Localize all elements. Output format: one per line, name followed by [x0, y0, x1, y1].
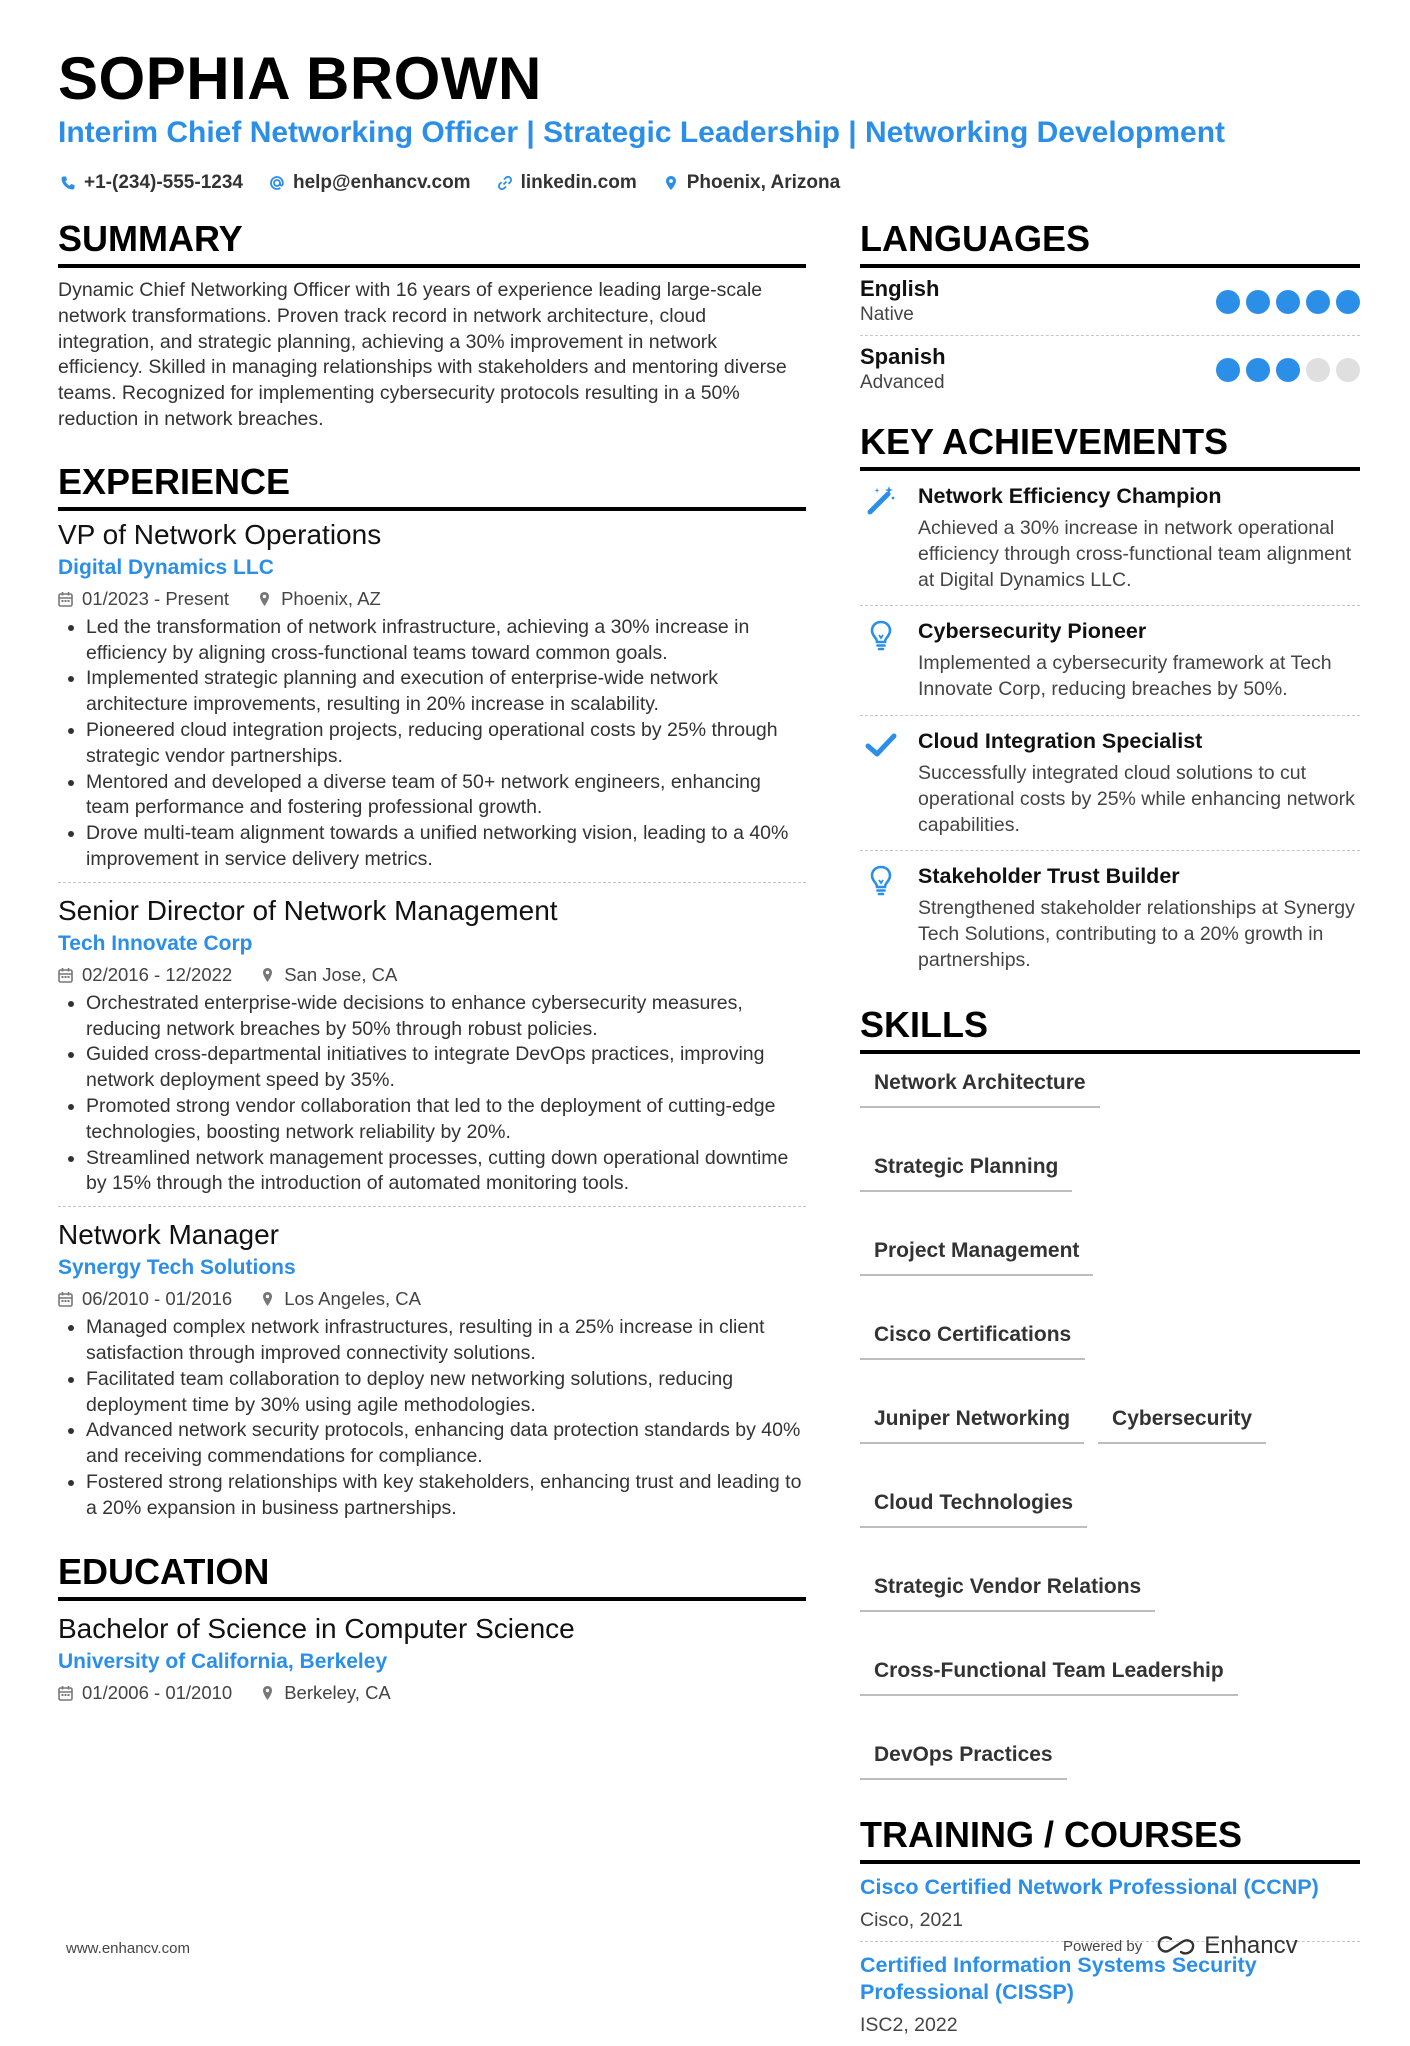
language-name: English: [860, 276, 940, 301]
skill-tag: Cross-Functional Team Leadership: [860, 1656, 1238, 1696]
education-dates-text: 01/2006 - 01/2010: [82, 1681, 233, 1703]
education-location-text: Berkeley, CA: [284, 1681, 391, 1703]
language-item: [860, 335, 1360, 403]
skill-tag: Cybersecurity: [1098, 1404, 1266, 1444]
job-dates: [58, 1285, 232, 1313]
powered-by-label: Powered by: [1063, 1937, 1143, 1955]
rating-dot-empty: [1336, 358, 1360, 382]
achievements-title: KEY ACHIEVEMENTS: [860, 421, 1360, 471]
rating-dot-filled: [1276, 358, 1300, 382]
job-bullet: • Advanced network security protocols, enhancing data protection standards by 40% and receiving commendations for compliance.: [86, 1418, 806, 1470]
job-bullet: • Promoted strong vendor collaboration that led to the deployment of cutting-edge technologies, boosting network reliability by 20%.: [86, 1094, 806, 1146]
language-level: Advanced: [860, 372, 945, 393]
rating-dot-filled: [1306, 290, 1330, 314]
training-title: TRAINING / COURSES: [860, 1814, 1360, 1864]
map-pin-icon: [260, 1685, 275, 1701]
job-bullet: • Led the transformation of network infrastructure, achieving a 30% increase in efficiency by aligning cross-functional teams toward common goals.: [86, 615, 806, 667]
enhancv-logo-icon: [1156, 1935, 1196, 1957]
job-meta: [58, 1285, 806, 1313]
job-title: VP of Network Operations: [58, 518, 382, 550]
job-dates: [58, 585, 229, 613]
left-column: [58, 218, 806, 1707]
experience-title: EXPERIENCE: [58, 461, 806, 511]
language-name: Spanish: [860, 344, 946, 369]
achievement-title: Stakeholder Trust Builder: [918, 864, 1180, 889]
education-dates: [58, 1679, 232, 1707]
language-rating: [1216, 358, 1360, 382]
course-provider: Cisco, 2021: [860, 1908, 963, 1931]
training-section: [860, 1814, 1360, 2046]
job-entry: [58, 517, 806, 882]
school-name: University of California, Berkeley: [58, 1649, 388, 1673]
skills-section: [860, 1004, 1360, 1780]
contact-row: [60, 170, 840, 196]
education-meta: [58, 1679, 806, 1707]
contact-location: [663, 170, 840, 196]
right-column: [860, 218, 1360, 2046]
checkmark-icon: [865, 729, 897, 761]
map-pin-icon: [260, 967, 275, 983]
summary-section: [58, 218, 806, 433]
contact-email[interactable]: [269, 170, 471, 196]
job-meta: [58, 961, 806, 989]
job-bullet: • Streamlined network management processes, cutting down operational downtime by 15% through the introduction of automated monitoring tools.: [86, 1146, 806, 1198]
skills-title: SKILLS: [860, 1004, 1360, 1054]
job-bullet: • Pioneered cloud integration projects, reducing operational costs by 25% through strategic vendor partnerships.: [86, 718, 806, 770]
job-bullet: • Guided cross-departmental initiatives to integrate DevOps practices, improving network deployment speed by 35%.: [86, 1042, 806, 1094]
map-pin-icon: [260, 1291, 275, 1307]
rating-dot-filled: [1336, 290, 1360, 314]
job-location-text: Los Angeles, CA: [284, 1288, 421, 1310]
course-title: Cisco Certified Network Professional (CCNP): [860, 1874, 1319, 1899]
job-location: [257, 585, 381, 613]
job-bullet: • Drove multi-team alignment towards a unified networking vision, leading to a 40% improvement in service delivery metrics.: [86, 821, 806, 873]
job-location: [260, 1285, 421, 1313]
skill-tag: Network Architecture: [860, 1068, 1100, 1108]
degree-title: Bachelor of Science in Computer Science: [58, 1612, 575, 1644]
summary-text: Dynamic Chief Networking Officer with 16 years of experience leading large-scale network transformations. Proven track record in network architecture, cloud integration, and strategic planning, achieving a 30% improvement in network efficiency. Skilled in managing relationships with stakeholders and mentoring diverse teams. Recognized for implementing cybersecurity protocols resulting in a 50% reduction in network breaches.: [58, 279, 787, 430]
job-location-text: San Jose, CA: [284, 963, 398, 985]
achievement-item: [860, 715, 1360, 850]
calendar-icon: [58, 967, 73, 983]
achievement-item: [860, 850, 1360, 985]
achievement-item: [860, 471, 1360, 605]
skill-tag: Cloud Technologies: [860, 1488, 1087, 1528]
achievement-title: Cybersecurity Pioneer: [918, 619, 1147, 644]
achievement-title: Cloud Integration Specialist: [918, 728, 1203, 753]
language-item: [860, 268, 1360, 335]
skill-tag: Cisco Certifications: [860, 1320, 1085, 1360]
calendar-icon: [58, 591, 73, 607]
location-text: Phoenix, Arizona: [686, 172, 841, 193]
phone-text: +1-(234)-555-1234: [84, 172, 243, 193]
job-bullet: • Fostered strong relationships with key stakeholders, enhancing trust and leading to a 20% expansion in business partnerships.: [86, 1470, 806, 1522]
map-pin-icon: [257, 591, 272, 607]
contact-linkedin[interactable]: [497, 170, 637, 196]
achievement-title: Network Efficiency Champion: [918, 484, 1222, 508]
job-company: Digital Dynamics LLC: [58, 555, 274, 579]
contact-phone[interactable]: [60, 170, 243, 196]
job-bullet: • Implemented strategic planning and execution of enterprise-wide network architecture improvements, resulting in 20% increase in scalability.: [86, 666, 806, 718]
lightbulb-icon: [865, 619, 897, 651]
rating-dot-empty: [1306, 358, 1330, 382]
rating-dot-filled: [1246, 358, 1270, 382]
job-bullets: [58, 991, 806, 1197]
language-level: Native: [860, 304, 914, 325]
job-location: [260, 961, 397, 989]
languages-title: LANGUAGES: [860, 218, 1360, 268]
language-rating: [1216, 290, 1360, 314]
skill-tag: Strategic Planning: [860, 1152, 1072, 1192]
job-bullet: • Facilitated team collaboration to deploy new networking solutions, reducing deployment time by 30% using agile methodologies.: [86, 1367, 806, 1419]
achievement-desc: Implemented a cybersecurity framework at Tech Innovate Corp, reducing breaches by 50%.: [918, 652, 1332, 701]
education-title: EDUCATION: [58, 1551, 806, 1601]
skills-list: [860, 1068, 1360, 1780]
link-icon: [497, 175, 513, 191]
languages-section: [860, 218, 1360, 403]
experience-section: [58, 461, 806, 1531]
job-meta: [58, 585, 806, 613]
skill-tag: Juniper Networking: [860, 1404, 1084, 1444]
skill-tag: Strategic Vendor Relations: [860, 1572, 1155, 1612]
job-bullets: [58, 615, 806, 873]
job-dates-text: 06/2010 - 01/2016: [82, 1288, 233, 1310]
rating-dot-filled: [1216, 358, 1240, 382]
job-bullets: [58, 1315, 806, 1521]
rating-dot-filled: [1246, 290, 1270, 314]
course-provider: ISC2, 2022: [860, 2013, 958, 2036]
achievement-desc: Strengthened stakeholder relationships at Synergy Tech Solutions, contributing to a 20% growth in partnerships.: [918, 897, 1355, 971]
job-company: Synergy Tech Solutions: [58, 1256, 296, 1280]
magic-wand-icon: [865, 484, 897, 516]
job-entry: [58, 882, 806, 1206]
lightbulb-icon: [865, 864, 897, 896]
job-dates-text: 01/2023 - Present: [82, 587, 230, 609]
achievement-item: [860, 605, 1360, 715]
education-section: [58, 1551, 806, 1707]
job-title: Network Manager: [58, 1219, 279, 1251]
job-company: Tech Innovate Corp: [58, 931, 253, 955]
job-bullet: • Orchestrated enterprise-wide decisions to enhance cybersecurity measures, reducing network breaches by 50% through robust policies.: [86, 991, 806, 1043]
achievement-desc: Achieved a 30% increase in network operational efficiency through cross-functional team alignment at Digital Dynamics LLC.: [918, 517, 1352, 591]
email-text: help@enhancv.com: [292, 172, 471, 193]
course-title: Certified Information Systems Security Professional (CISSP): [860, 1952, 1257, 2004]
rating-dot-filled: [1276, 290, 1300, 314]
footer-website[interactable]: www.enhancv.com: [66, 1940, 190, 1957]
linkedin-text: linkedin.com: [520, 172, 637, 193]
achievements-section: [860, 421, 1360, 986]
achievement-desc: Successfully integrated cloud solutions to cut operational costs by 25% while enhancing network capabilities.: [918, 761, 1355, 836]
at-sign-icon: [269, 175, 285, 191]
candidate-name: SOPHIA BROWN: [58, 45, 542, 112]
phone-icon: [60, 175, 76, 191]
job-title: Senior Director of Network Management: [58, 894, 558, 926]
map-pin-icon: [663, 175, 679, 191]
rating-dot-filled: [1216, 290, 1240, 314]
education-location: [260, 1679, 391, 1707]
summary-title: SUMMARY: [58, 218, 806, 268]
calendar-icon: [58, 1685, 73, 1701]
brand-logo[interactable]: [1156, 1932, 1297, 1960]
calendar-icon: [58, 1291, 73, 1307]
brand-name: Enhancv: [1204, 1932, 1298, 1959]
job-dates-text: 02/2016 - 12/2022: [82, 963, 233, 985]
job-location-text: Phoenix, AZ: [281, 587, 381, 609]
headline: Interim Chief Networking Officer | Strategic Leadership | Networking Development: [58, 116, 1226, 149]
skill-tag: Project Management: [860, 1236, 1093, 1276]
job-bullet: • Mentored and developed a diverse team of 50+ network engineers, enhancing team performance and fostering professional growth.: [86, 770, 806, 822]
footer-branding: [1063, 1932, 1298, 1960]
job-dates: [58, 961, 232, 989]
job-bullet: • Managed complex network infrastructures, resulting in a 25% increase in client satisfaction through improved connectivity solutions.: [86, 1315, 806, 1367]
job-entry: [58, 1206, 806, 1530]
course-item: [860, 1864, 1360, 1941]
skill-tag: DevOps Practices: [860, 1740, 1067, 1780]
